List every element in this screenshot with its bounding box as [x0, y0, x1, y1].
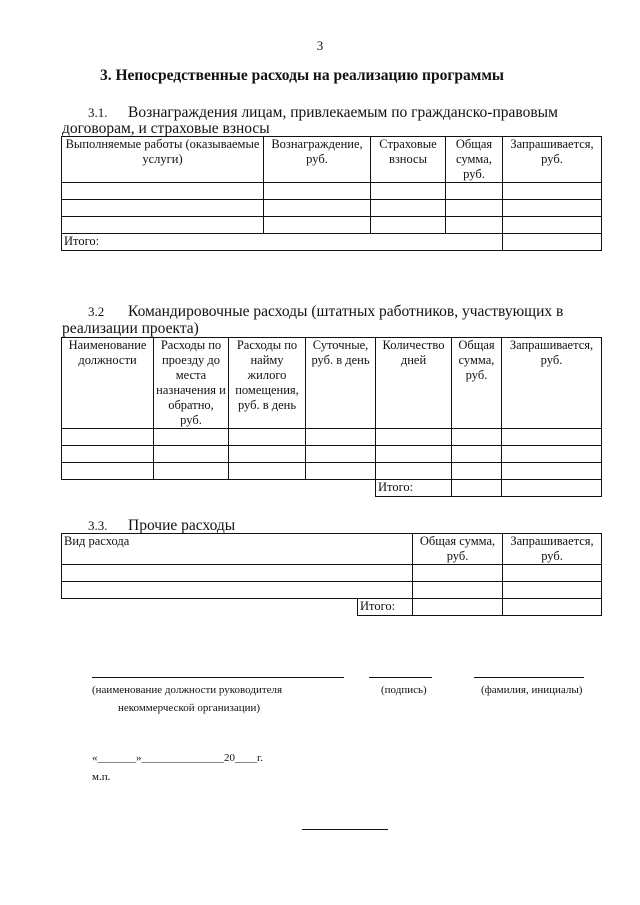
table-cell[interactable] — [229, 446, 306, 463]
column-header: Суточные, руб. в день — [306, 338, 376, 429]
table-cell[interactable] — [503, 582, 602, 599]
name-label: (фамилия, инициалы) — [481, 684, 583, 696]
table-3-1 — [61, 136, 602, 251]
table-cell[interactable] — [503, 200, 602, 217]
table-cell[interactable] — [62, 463, 154, 480]
date-line: «_______»_______________20____г. — [92, 752, 264, 764]
column-header: Наименование должности — [62, 338, 154, 429]
table-header-row — [62, 137, 602, 183]
table-cell[interactable] — [62, 200, 264, 217]
total-row — [62, 480, 602, 497]
table-3-2 — [61, 337, 602, 497]
subsection-3-1-heading — [88, 104, 600, 121]
spacer-cell — [62, 480, 376, 497]
name-signature-line — [474, 677, 584, 678]
table-cell[interactable] — [452, 429, 502, 446]
table-cell[interactable] — [502, 463, 602, 480]
column-header: Выполняемые работы (оказываемые услуги) — [62, 137, 264, 183]
column-header: Запрашивается, руб. — [503, 534, 602, 565]
table-cell[interactable] — [452, 446, 502, 463]
table-cell[interactable] — [62, 565, 413, 582]
column-header: Запрашивается, руб. — [503, 137, 602, 183]
table-cell[interactable] — [62, 582, 413, 599]
table-cell[interactable] — [371, 183, 446, 200]
position-signature-line — [92, 677, 344, 678]
table-cell[interactable] — [229, 463, 306, 480]
signature-label: (подпись) — [381, 684, 427, 696]
table-cell[interactable] — [154, 446, 229, 463]
table-cell[interactable] — [306, 429, 376, 446]
subsection-3-2-heading-cont: реализации проекта) — [62, 320, 199, 337]
table-cell[interactable] — [62, 217, 264, 234]
table-cell[interactable] — [264, 183, 371, 200]
table-cell[interactable] — [306, 463, 376, 480]
organization-label: некоммерческой организации) — [118, 702, 261, 714]
table-row — [62, 217, 602, 234]
column-header: Общая сумма, руб. — [452, 338, 502, 429]
table-cell[interactable] — [62, 429, 154, 446]
position-label: (наименование должности руководителя — [92, 684, 283, 696]
subsection-3-2-heading — [88, 303, 600, 320]
table-row — [62, 565, 602, 582]
total-label: Итого: — [62, 234, 503, 251]
table-cell[interactable] — [154, 429, 229, 446]
column-header: Расходы по проезду до места назначения и обратно, руб. — [154, 338, 229, 429]
table-row — [62, 183, 602, 200]
total-value-cell[interactable] — [503, 599, 602, 616]
column-header: Расходы по найму жилого помещения, руб. в день — [229, 338, 306, 429]
stamp-label: м.п. — [92, 771, 111, 783]
subsection-3-3-heading — [88, 517, 235, 534]
table-cell[interactable] — [376, 429, 452, 446]
table-cell[interactable] — [264, 217, 371, 234]
table-cell[interactable] — [229, 429, 306, 446]
table-cell[interactable] — [306, 446, 376, 463]
table-cell[interactable] — [446, 183, 503, 200]
column-header: Общая сумма, руб. — [446, 137, 503, 183]
table-cell[interactable] — [503, 183, 602, 200]
table-cell[interactable] — [502, 429, 602, 446]
table-cell[interactable] — [503, 217, 602, 234]
table-cell[interactable] — [452, 463, 502, 480]
table-cell[interactable] — [376, 446, 452, 463]
table-cell[interactable] — [413, 582, 503, 599]
total-row — [62, 599, 602, 616]
table-row — [62, 582, 602, 599]
table-cell[interactable] — [62, 446, 154, 463]
total-label: Итого: — [376, 480, 452, 497]
table-cell[interactable] — [62, 183, 264, 200]
table-cell[interactable] — [503, 565, 602, 582]
table-3-3 — [61, 533, 602, 616]
table-cell[interactable] — [446, 200, 503, 217]
total-row — [62, 234, 602, 251]
subsection-number: 3.3. — [88, 518, 108, 533]
table-header-row — [62, 338, 602, 429]
column-header: Вид расхода — [62, 534, 413, 565]
subsection-number: 3.1. — [88, 105, 108, 120]
table-row — [62, 446, 602, 463]
column-header: Количество дней — [376, 338, 452, 429]
column-header: Страховые взносы — [371, 137, 446, 183]
column-header: Запрашивается, руб. — [502, 338, 602, 429]
signature-line — [369, 677, 432, 678]
subsection-3-1-heading-cont: договорам, и страховые взносы — [62, 120, 270, 137]
footnote-separator — [302, 829, 388, 830]
table-cell[interactable] — [154, 463, 229, 480]
total-value-cell[interactable] — [413, 599, 503, 616]
table-cell[interactable] — [371, 200, 446, 217]
section-title: 3. Непосредственные расходы на реализацию программы — [100, 67, 504, 84]
subsection-text: Прочие расходы — [128, 517, 236, 534]
table-row — [62, 463, 602, 480]
table-row — [62, 200, 602, 217]
column-header: Общая сумма, руб. — [413, 534, 503, 565]
table-cell[interactable] — [264, 200, 371, 217]
table-header-row — [62, 534, 602, 565]
column-header: Вознаграждение, руб. — [264, 137, 371, 183]
table-cell[interactable] — [371, 217, 446, 234]
table-row — [62, 429, 602, 446]
subsection-text: Командировочные расходы (штатных работников, участвующих в — [128, 303, 564, 320]
total-value-cell[interactable] — [503, 234, 602, 251]
subsection-text: Вознаграждения лицам, привлекаемым по гражданско-правовым — [128, 104, 558, 121]
table-cell[interactable] — [446, 217, 503, 234]
table-cell[interactable] — [376, 463, 452, 480]
page-number: 3 — [316, 38, 324, 53]
total-value-cell[interactable] — [502, 480, 602, 497]
table-cell[interactable] — [413, 565, 503, 582]
spacer-cell — [62, 599, 358, 616]
total-value-cell[interactable] — [452, 480, 502, 497]
table-cell[interactable] — [502, 446, 602, 463]
total-label: Итого: — [358, 599, 413, 616]
subsection-number: 3.2 — [88, 304, 105, 319]
